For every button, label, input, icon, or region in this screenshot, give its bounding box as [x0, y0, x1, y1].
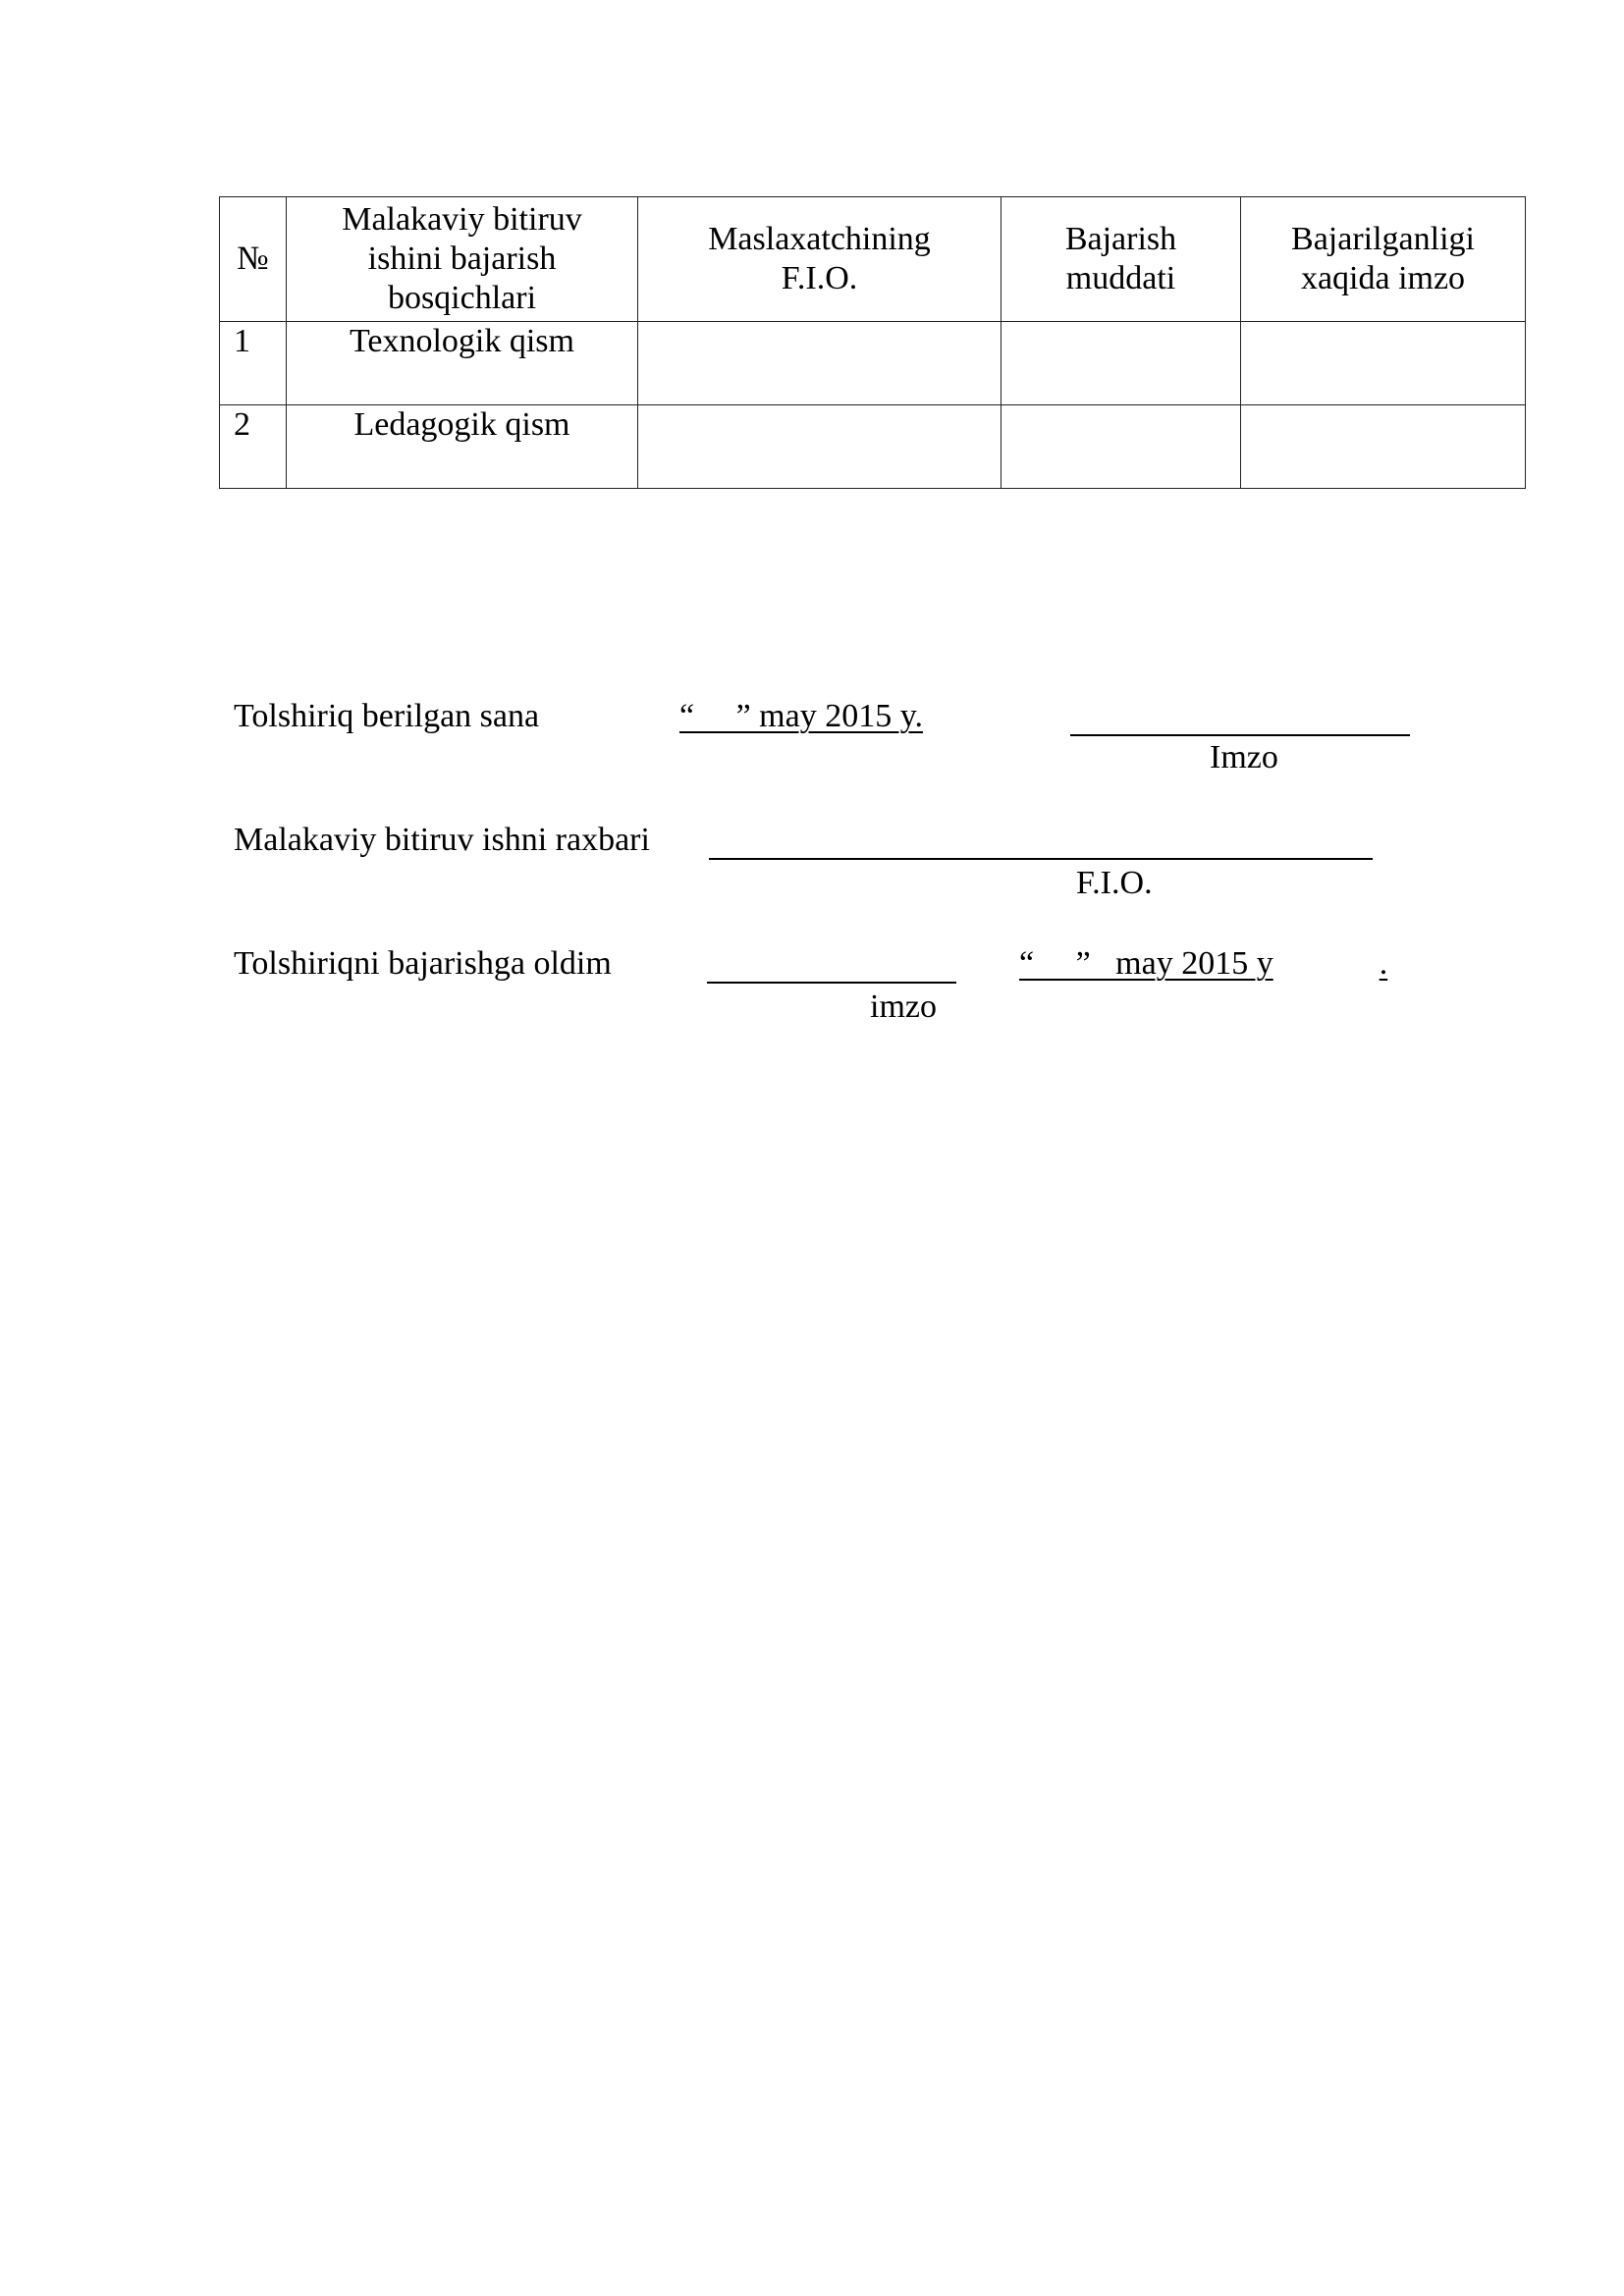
- row-number: 2: [220, 405, 287, 489]
- issued-date-value[interactable]: “ ” may 2015 y.: [679, 698, 924, 734]
- row-advisor[interactable]: [638, 322, 1001, 405]
- row-stage: Ledagogik qism: [287, 405, 638, 489]
- row-advisor[interactable]: [638, 405, 1001, 489]
- supervisor-label: Malakaviy bitiruv ishni raxbari: [234, 822, 650, 858]
- supervisor-name-line[interactable]: [709, 858, 1373, 860]
- accepted-signature-caption: imzo: [870, 988, 937, 1025]
- accepted-date-value[interactable]: “ ” may 2015 y .: [1019, 945, 1388, 982]
- row-number: 1: [220, 322, 287, 405]
- header-deadline: Bajarish muddati: [1001, 197, 1241, 322]
- header-number: №: [220, 197, 287, 322]
- issued-signature-caption: Imzo: [1210, 739, 1278, 775]
- header-advisor: Maslaxatchining F.I.O.: [638, 197, 1001, 322]
- header-stages: Malakaviy bitiruv ishini bajarish bosqichlari: [287, 197, 638, 322]
- issued-date-label: Tolshiriq berilgan sana: [234, 698, 540, 734]
- row-signature[interactable]: [1241, 322, 1526, 405]
- accepted-label: Tolshiriqni bajarishga oldim: [234, 945, 612, 982]
- accepted-signature-line[interactable]: [707, 982, 956, 984]
- header-signature: Bajarilganligi xaqida imzo: [1241, 197, 1526, 322]
- row-stage: Texnologik qism: [287, 322, 638, 405]
- row-signature[interactable]: [1241, 405, 1526, 489]
- supervisor-name-caption: F.I.O.: [1076, 865, 1153, 901]
- table-row: [220, 405, 1526, 489]
- stages-table: [219, 196, 1526, 489]
- table-header-row: [220, 197, 1526, 322]
- row-deadline[interactable]: [1001, 322, 1241, 405]
- row-deadline[interactable]: [1001, 405, 1241, 489]
- table-row: [220, 322, 1526, 405]
- issued-signature-line[interactable]: [1070, 734, 1410, 736]
